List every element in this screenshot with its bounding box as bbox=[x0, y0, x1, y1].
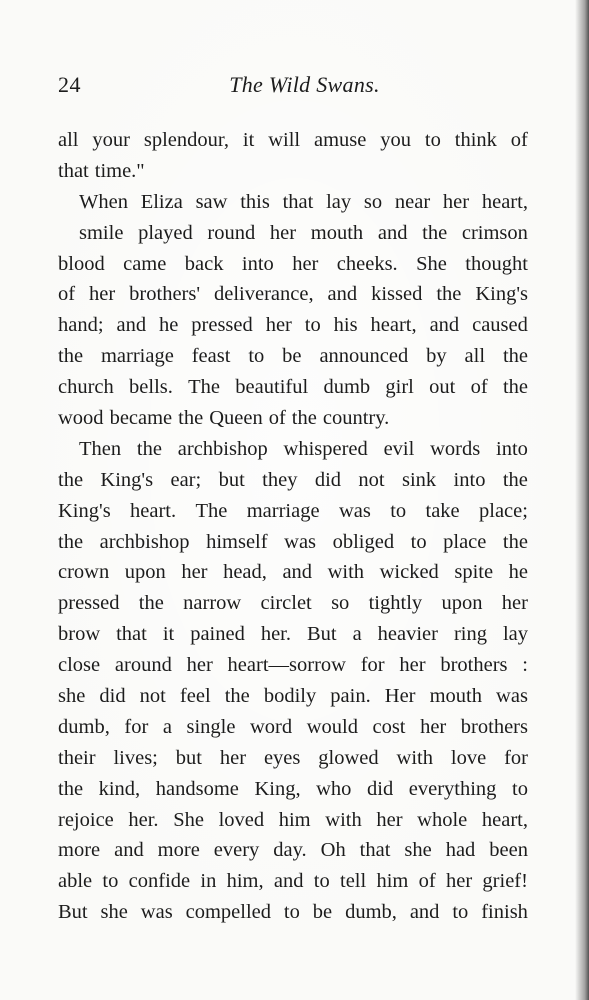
text-line: the kind, handsome King, who did everything to bbox=[58, 777, 528, 800]
text-line: their lives; but her eyes glowed with love for bbox=[58, 746, 528, 769]
text-line: the marriage feast to be announced by all the bbox=[58, 345, 528, 368]
text-line: able to confide in him, and to tell him of her grief! bbox=[58, 870, 528, 893]
text-line: more and more every day. Oh that she had been bbox=[58, 839, 528, 862]
text-line: Then the archbishop whispered evil words into bbox=[79, 437, 528, 460]
text-line: she did not feel the bodily pain. Her mouth was bbox=[58, 685, 528, 708]
body-text bbox=[58, 125, 528, 928]
text-line: King's heart. The marriage was to take place; bbox=[58, 499, 528, 522]
text-line: brow that it pained her. But a heavier ring lay bbox=[58, 623, 528, 646]
text-line: But she was compelled to be dumb, and to finish bbox=[58, 901, 528, 924]
text-line: all your splendour, it will amuse you to think of bbox=[58, 129, 528, 151]
text-line: that time." bbox=[58, 159, 145, 182]
text-line: pressed the narrow circlet so tightly upon her bbox=[58, 592, 528, 615]
text-line: church bells. The beautiful dumb girl out of the bbox=[58, 376, 528, 399]
text-line: the King's ear; but they did not sink into the bbox=[58, 468, 528, 491]
text-line: close around her heart—sorrow for her brothers : bbox=[58, 654, 528, 677]
text-line: blood came back into her cheeks. She thought bbox=[58, 252, 528, 275]
text-line: hand; and he pressed her to his heart, and caused bbox=[58, 314, 528, 337]
running-head-title: The Wild Swans. bbox=[229, 72, 380, 97]
text-line: of her brothers' deliverance, and kissed the King's bbox=[58, 283, 528, 306]
text-line: rejoice her. She loved him with her whole heart, bbox=[58, 808, 528, 831]
running-head bbox=[0, 72, 589, 98]
text-line: dumb, for a single word would cost her brothers bbox=[58, 715, 528, 738]
text-line: wood became the Queen of the country. bbox=[58, 407, 390, 430]
text-line: When Eliza saw this that lay so near her heart, bbox=[79, 190, 528, 213]
text-line: crown upon her head, and with wicked spite he bbox=[58, 561, 528, 584]
page-edge-shadow bbox=[575, 0, 589, 1000]
text-line: the archbishop himself was obliged to place the bbox=[58, 530, 528, 553]
text-line: smile played round her mouth and the crimson bbox=[79, 221, 528, 244]
page-number: 24 bbox=[58, 72, 81, 97]
